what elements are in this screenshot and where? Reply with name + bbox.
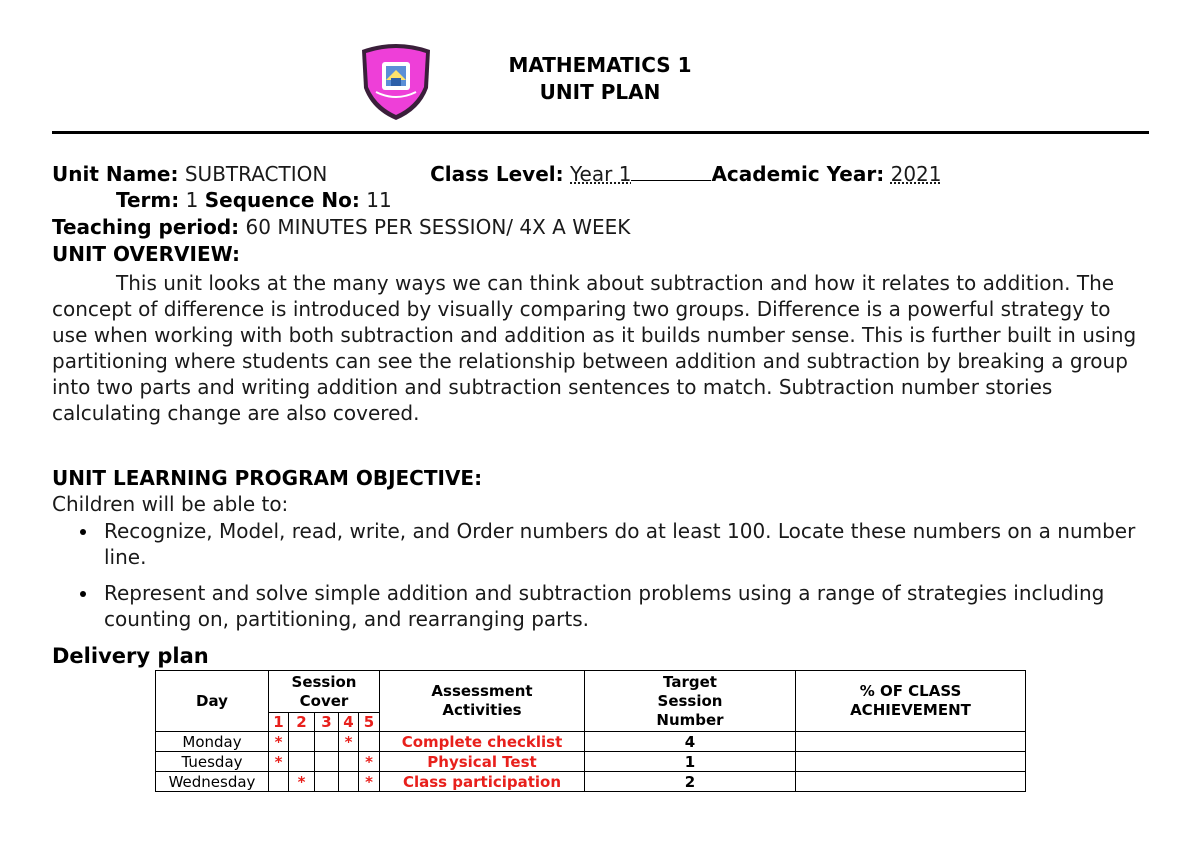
list-item (52, 580, 1152, 632)
col-assessment: Assessment Activities (380, 671, 585, 732)
overview-paragraph: This unit looks at the many ways we can think about subtraction and how it relates to addition. The concept of difference is introduced by visually comparing two groups. Difference is a powerful strategy to use when working with both subtraction and addition as it builds number sense. This is further built in using partitioning where students can see the relationship between addition and subtraction by breaking a group into two parts and writing addition and subtraction sentences to match. Subtraction number stories calculating change are also covered. (52, 271, 1137, 425)
objectives-intro: Children will be able to: (52, 492, 289, 516)
session-number: 1 (269, 713, 289, 732)
objective-text: Recognize, Model, read, write, and Order numbers do at least 100. Locate these numbers on a number line. (104, 519, 1136, 569)
teaching-period-value: 60 MINUTES PER SESSION/ 4X A WEEK (245, 215, 631, 239)
term-line (116, 187, 392, 213)
session-mark (269, 772, 289, 792)
list-item (52, 518, 1152, 570)
row-activity: Complete checklist (380, 732, 585, 752)
teaching-period-line (52, 214, 630, 240)
row-target: 1 (585, 752, 796, 772)
school-crest-icon (358, 40, 434, 122)
row-day: Tuesday (156, 752, 269, 772)
objectives-heading: UNIT LEARNING PROGRAM OBJECTIVE: (52, 466, 483, 490)
session-mark (359, 732, 380, 752)
row-target: 4 (585, 732, 796, 752)
session-mark: * (269, 732, 289, 752)
delivery-plan-heading: Delivery plan (52, 644, 209, 668)
col-session-cover: Session Cover (269, 671, 380, 713)
col-day: Day (156, 671, 269, 732)
row-day: Monday (156, 732, 269, 752)
row-activity: Class participation (380, 772, 585, 792)
document-title: MATHEMATICS 1 (508, 53, 692, 77)
overview-heading: UNIT OVERVIEW: (52, 242, 241, 266)
bullet-icon (80, 591, 86, 597)
row-achievement (796, 752, 1026, 772)
term-label: Term: (116, 188, 180, 212)
table-row (156, 752, 1026, 772)
session-number: 5 (359, 713, 380, 732)
sequence-value: 11 (366, 188, 392, 212)
col-achievement: % OF CLASS ACHIEVEMENT (796, 671, 1026, 732)
session-mark (289, 752, 315, 772)
session-mark (315, 772, 339, 792)
session-number: 4 (339, 713, 359, 732)
session-mark (339, 752, 359, 772)
session-mark: * (269, 752, 289, 772)
document-title-block (440, 52, 760, 106)
session-mark (289, 732, 315, 752)
class-level-blank (631, 162, 711, 181)
unit-name-label: Unit Name: (52, 162, 179, 186)
row-day: Wednesday (156, 772, 269, 792)
session-mark (315, 752, 339, 772)
objectives-list (52, 518, 1152, 642)
row-achievement (796, 732, 1026, 752)
row-achievement (796, 772, 1026, 792)
session-mark: * (359, 752, 380, 772)
row-activity: Physical Test (380, 752, 585, 772)
unit-info-line (52, 161, 942, 187)
col-target: Target Session Number (585, 671, 796, 732)
delivery-plan-table (155, 670, 1026, 792)
session-number: 2 (289, 713, 315, 732)
objective-text: Represent and solve simple addition and subtraction problems using a range of strategies including counting on, partitioning, and rearranging parts. (104, 581, 1105, 631)
academic-year-label: Academic Year: (711, 162, 885, 186)
row-target: 2 (585, 772, 796, 792)
document-subtitle: UNIT PLAN (539, 80, 661, 104)
session-mark (315, 732, 339, 752)
academic-year-value: 2021 (890, 162, 942, 186)
table-row (156, 732, 1026, 752)
session-mark: * (289, 772, 315, 792)
class-level-value: Year 1 (570, 162, 632, 186)
header-divider (52, 131, 1149, 134)
table-header-row (156, 671, 1026, 713)
bullet-icon (80, 529, 86, 535)
class-level-label: Class Level: (430, 162, 564, 186)
table-row (156, 772, 1026, 792)
sequence-label: Sequence No: (204, 188, 360, 212)
teaching-period-label: Teaching period: (52, 215, 240, 239)
session-mark: * (359, 772, 380, 792)
session-number: 3 (315, 713, 339, 732)
term-value: 1 (185, 188, 199, 212)
session-mark (339, 772, 359, 792)
session-mark: * (339, 732, 359, 752)
unit-name-value: SUBTRACTION (184, 162, 328, 186)
